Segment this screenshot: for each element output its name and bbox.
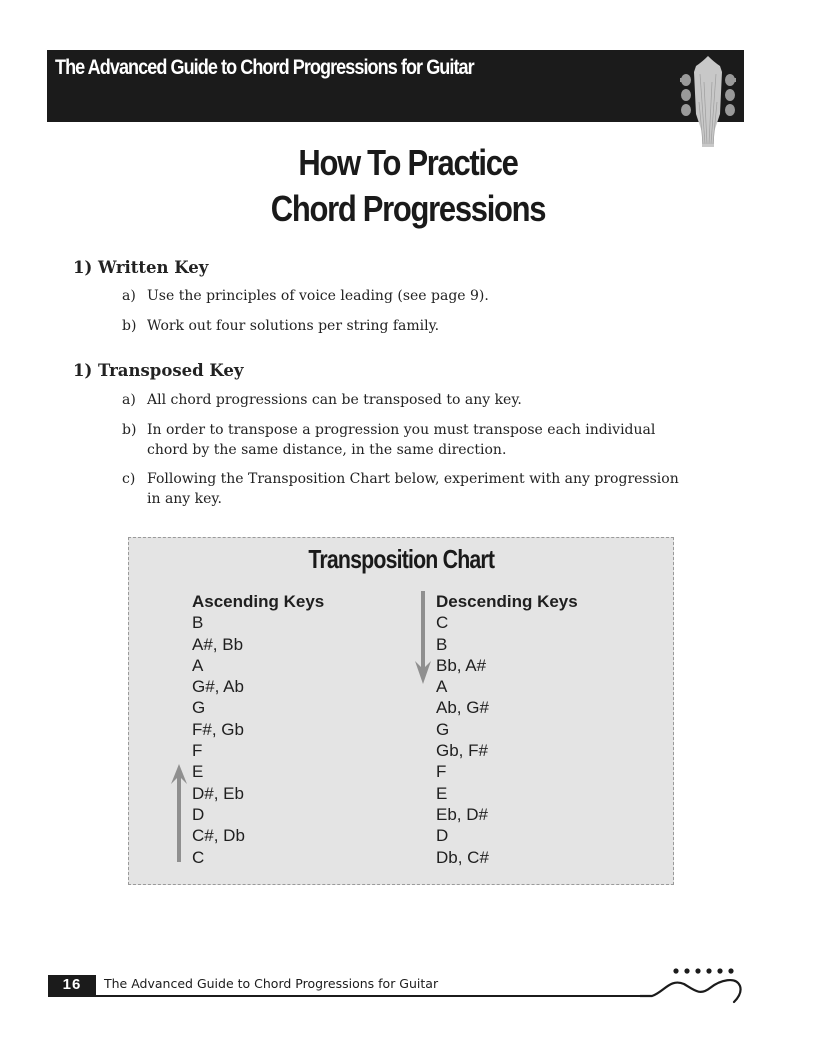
- list-item: [122, 390, 692, 410]
- guitar-headstock-icon: [676, 52, 740, 147]
- ascending-keys-list: [192, 612, 324, 868]
- ascending-keys-column: [192, 591, 324, 868]
- header-banner: [47, 50, 744, 122]
- key-entry: E: [192, 762, 204, 782]
- key-entry: Ab, G#: [436, 698, 489, 718]
- key-entry: D: [436, 826, 449, 846]
- list-item-text: Use the principles of voice leading (see page 9).: [147, 288, 489, 304]
- chart-title-text: Transposition Chart: [308, 544, 494, 574]
- section-heading-written-key: 1) Written Key: [73, 258, 209, 277]
- list-item-label: a): [122, 288, 136, 304]
- footer-divider: [48, 995, 652, 997]
- transposition-chart: [128, 537, 674, 885]
- page-title: [0, 140, 816, 232]
- footer-title: The Advanced Guide to Chord Progressions for Guitar: [104, 976, 439, 991]
- page-number: 16: [48, 975, 96, 995]
- key-entry: B: [192, 613, 204, 633]
- key-entry: Eb, D#: [436, 804, 488, 824]
- chart-title: [129, 544, 673, 575]
- list-item-text: Following the Transposition Chart below, experiment with any progression in any key.: [147, 471, 679, 507]
- key-entry: B: [436, 634, 448, 654]
- descending-keys-heading: Descending Keys: [436, 592, 578, 611]
- key-entry: F: [192, 741, 203, 761]
- descending-arrow-icon: [413, 591, 433, 686]
- ascending-keys-heading: Ascending Keys: [192, 592, 325, 611]
- key-entry: G#, Ab: [192, 677, 244, 697]
- key-entry: C#, Db: [192, 826, 245, 846]
- descending-keys-list: [436, 612, 578, 868]
- key-entry: E: [436, 783, 448, 803]
- list-item-label: b): [122, 422, 137, 438]
- page-title-line-1: How To Practice: [298, 142, 518, 183]
- key-entry: Bb, A#: [436, 655, 487, 675]
- key-entry: G: [436, 719, 450, 739]
- list-item-label: b): [122, 318, 137, 334]
- key-entry: G: [192, 698, 206, 718]
- key-entry: C: [436, 613, 449, 633]
- guitar-body-outline-icon: [640, 962, 750, 1006]
- list-item: [122, 469, 692, 509]
- list-item: [122, 420, 692, 460]
- list-item: [122, 286, 692, 306]
- key-entry: F#, Gb: [192, 719, 244, 739]
- list-item-text: Work out four solutions per string family.: [147, 318, 440, 334]
- list-item-label: c): [122, 471, 136, 487]
- key-entry: A: [192, 655, 204, 675]
- key-entry: A#, Bb: [192, 634, 244, 654]
- key-entry: A: [436, 677, 448, 697]
- key-entry: Gb, F#: [436, 741, 488, 761]
- section-heading-transposed-key: 1) Transposed Key: [73, 361, 244, 380]
- key-entry: C: [192, 847, 205, 867]
- list-item-label: a): [122, 392, 136, 408]
- list-item: [122, 316, 692, 336]
- descending-keys-column: [436, 591, 578, 868]
- key-entry: F: [436, 762, 447, 782]
- key-entry: Db, C#: [436, 847, 489, 867]
- page-title-line-2: Chord Progressions: [270, 188, 546, 229]
- key-entry: D: [192, 804, 205, 824]
- key-entry: D#, Eb: [192, 783, 244, 803]
- list-item-text: In order to transpose a progression you must transpose each individual chord by the same distance, in the same direction.: [147, 422, 656, 458]
- header-title: The Advanced Guide to Chord Progressions for Guitar: [55, 56, 474, 79]
- ascending-arrow-icon: [169, 764, 189, 864]
- list-item-text: All chord progressions can be transposed to any key.: [147, 392, 522, 408]
